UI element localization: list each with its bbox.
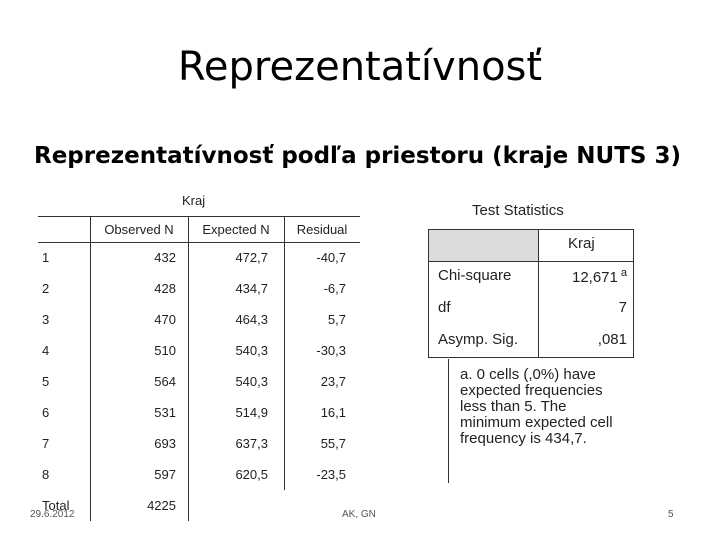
residual-value: -6,7 <box>323 281 346 296</box>
slide-title: Reprezentatívnosť <box>177 44 543 90</box>
statistic-number: 7 <box>618 299 627 316</box>
row-label: 2 <box>42 281 50 296</box>
table-border <box>633 229 634 358</box>
row-label: 1 <box>42 250 50 265</box>
table-caption: Kraj <box>182 193 206 208</box>
expected-value: 540,3 <box>235 343 268 358</box>
test-statistics-caption: Test Statistics <box>472 202 564 219</box>
footnote-marker: a <box>620 267 627 279</box>
row-label: 4 <box>42 343 50 358</box>
statistic-number: 12,671 <box>571 269 618 286</box>
footnote-divider <box>448 359 449 483</box>
test-statistics-table <box>428 229 633 359</box>
table-header-shade <box>428 229 538 261</box>
observed-value: 432 <box>154 250 176 265</box>
column-header: Residual <box>296 222 348 237</box>
observed-value: 510 <box>154 343 176 358</box>
table-divider <box>38 242 360 243</box>
observed-value: 597 <box>154 467 176 482</box>
slide-subtitle: Reprezentatívnosť podľa priestoru (kraje NUTS 3) <box>34 143 681 169</box>
table-border <box>428 357 633 358</box>
statistic-value <box>598 331 627 348</box>
observed-value: 470 <box>154 312 176 327</box>
footer-date: 29.6.2012 <box>30 509 75 520</box>
table-border <box>428 229 429 357</box>
statistic-label: Chi-square <box>438 267 512 284</box>
row-label: 8 <box>42 467 50 482</box>
residual-value: 55,7 <box>320 436 346 451</box>
residual-value: -30,3 <box>316 343 346 358</box>
observed-value: 693 <box>154 436 176 451</box>
statistic-value <box>619 299 627 316</box>
residual-value: 5,7 <box>327 312 346 327</box>
row-label: 7 <box>42 436 50 451</box>
table-divider <box>428 261 633 262</box>
column-header: Observed N <box>104 222 174 237</box>
expected-value: 464,3 <box>235 312 268 327</box>
table-border <box>428 229 633 230</box>
row-label: 3 <box>42 312 50 327</box>
residual-value: 16,1 <box>320 405 346 420</box>
table-divider <box>38 216 360 217</box>
row-label: 6 <box>42 405 50 420</box>
residual-value: -23,5 <box>316 467 346 482</box>
column-header: Kraj <box>568 235 595 252</box>
observed-value: 531 <box>154 405 176 420</box>
expected-value: 434,7 <box>235 281 268 296</box>
page-number: 5 <box>668 509 674 520</box>
expected-value: 472,7 <box>235 250 268 265</box>
row-label: Total <box>42 498 70 513</box>
expected-value: 540,3 <box>235 374 268 389</box>
observed-expected-table <box>38 216 360 513</box>
residual-value: -40,7 <box>316 250 346 265</box>
expected-value: 514,9 <box>235 405 268 420</box>
column-header: Expected N <box>202 222 270 237</box>
table-divider <box>538 229 539 357</box>
expected-value: 637,3 <box>235 436 268 451</box>
statistic-number: ,081 <box>597 331 627 348</box>
observed-value: 428 <box>154 281 176 296</box>
statistic-label: Asymp. Sig. <box>438 331 519 348</box>
residual-value: 23,7 <box>320 374 346 389</box>
statistic-label: df <box>438 299 451 316</box>
footer-author: AK, GN <box>342 509 376 520</box>
observed-total: 4225 <box>147 498 176 513</box>
test-statistics-footnote: a. 0 cells (,0%) have expected frequencies less than 5. The minimum expected cell frequency is 434,7. <box>460 366 613 447</box>
expected-value: 620,5 <box>235 467 268 482</box>
observed-value: 564 <box>154 374 176 389</box>
statistic-value <box>572 267 627 286</box>
row-label: 5 <box>42 374 50 389</box>
